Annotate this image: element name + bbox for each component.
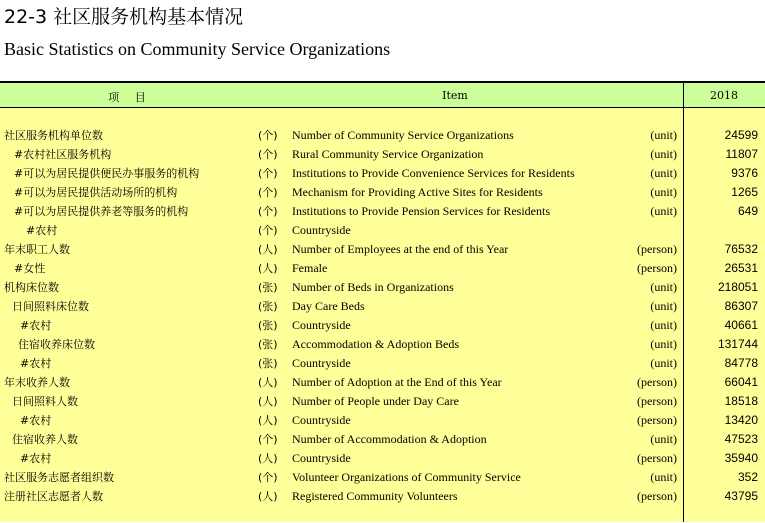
table-row (0, 373, 765, 392)
row-unit-chinese: (人) (258, 395, 278, 408)
table-row (0, 278, 765, 297)
row-label-english: Number of Accommodation & Adoption (292, 432, 487, 446)
row-unit-chinese: (个) (258, 186, 278, 199)
row-unit-chinese: (个) (258, 129, 278, 142)
row-unit-english: (person) (637, 394, 677, 408)
row-label-english: Female (292, 261, 328, 275)
row-value-2018: 84778 (724, 356, 758, 370)
row-unit-english: (unit) (650, 166, 677, 180)
row-unit-english: (unit) (650, 356, 677, 370)
page-title-chinese: 22-3 社区服务机构基本情况 (4, 6, 244, 28)
row-label-english: Institutions to Provide Convenience Services for Residents (292, 166, 575, 180)
table-row (0, 354, 765, 373)
row-label-english: Countryside (292, 318, 351, 332)
row-label-english: Accommodation & Adoption Beds (292, 337, 459, 351)
row-value-2018: 11807 (725, 147, 758, 161)
row-unit-english: (person) (637, 261, 677, 275)
row-label-chinese: #农村 (20, 319, 52, 332)
table-row (0, 164, 765, 183)
table-row (0, 316, 765, 335)
table-row (0, 259, 765, 278)
table-row (0, 449, 765, 468)
table-row (0, 487, 765, 506)
row-unit-chinese: (人) (258, 490, 278, 503)
row-unit-chinese: (人) (258, 262, 278, 275)
row-value-2018: 131744 (717, 337, 758, 351)
row-unit-english: (unit) (650, 432, 677, 446)
row-value-2018: 24599 (724, 128, 758, 142)
row-unit-english: (unit) (650, 185, 677, 199)
row-unit-english: (unit) (650, 299, 677, 313)
row-unit-chinese: (张) (258, 300, 278, 313)
row-value-2018: 86307 (724, 299, 758, 313)
table-row (0, 335, 765, 354)
row-label-chinese: #农村 (20, 414, 52, 427)
row-value-2018: 26531 (724, 261, 758, 275)
row-unit-chinese: (人) (258, 243, 278, 256)
row-unit-english: (unit) (650, 337, 677, 351)
table-row (0, 221, 765, 240)
row-label-english: Rural Community Service Organization (292, 147, 484, 161)
row-label-chinese: 社区服务志愿者组织数 (4, 471, 114, 484)
table-row (0, 126, 765, 145)
row-unit-chinese: (张) (258, 338, 278, 351)
row-unit-english: (person) (637, 489, 677, 503)
row-unit-chinese: (人) (258, 452, 278, 465)
row-unit-english: (person) (637, 451, 677, 465)
row-label-chinese: 社区服务机构单位数 (4, 129, 103, 142)
row-value-2018: 76532 (724, 242, 758, 256)
row-value-2018: 218051 (717, 280, 758, 294)
row-unit-chinese: (个) (258, 224, 278, 237)
row-label-chinese: #可以为居民提供活动场所的机构 (14, 186, 178, 199)
row-label-english: Institutions to Provide Pension Services for Residents (292, 204, 550, 218)
row-label-chinese: #女性 (14, 262, 46, 275)
table-row (0, 183, 765, 202)
row-label-chinese: 注册社区志愿者人数 (4, 490, 103, 503)
row-label-chinese: 日间照料床位数 (12, 300, 89, 313)
row-label-chinese: 住宿收养人数 (12, 433, 78, 446)
row-value-2018: 649 (737, 204, 758, 218)
row-label-english: Registered Community Volunteers (292, 489, 458, 503)
table-header (0, 83, 765, 108)
row-label-english: Volunteer Organizations of Community Service (292, 470, 521, 484)
row-label-english: Mechanism for Providing Active Sites for Residents (292, 185, 543, 199)
table-row (0, 468, 765, 487)
row-value-2018: 18518 (724, 394, 758, 408)
row-label-chinese: 住宿收养床位数 (18, 338, 95, 351)
row-label-english: Number of Beds in Organizations (292, 280, 454, 294)
row-unit-chinese: (个) (258, 433, 278, 446)
row-unit-english: (unit) (650, 204, 677, 218)
title-block (4, 4, 390, 62)
row-unit-english: (person) (637, 375, 677, 389)
row-label-chinese: #可以为居民提供便民办事服务的机构 (14, 167, 200, 180)
row-label-chinese: #农村 (20, 452, 52, 465)
row-label-chinese: 日间照料人数 (12, 395, 78, 408)
table-body (0, 126, 765, 506)
table-row (0, 411, 765, 430)
row-label-chinese: 年末职工人数 (4, 243, 70, 256)
row-value-2018: 43795 (724, 489, 758, 503)
row-label-english: Number of People under Day Care (292, 394, 459, 408)
row-unit-english: (person) (637, 413, 677, 427)
row-value-2018: 9376 (731, 166, 758, 180)
row-value-2018: 40661 (724, 318, 758, 332)
row-value-2018: 66041 (724, 375, 758, 389)
row-unit-chinese: (个) (258, 148, 278, 161)
row-label-english: Countryside (292, 413, 351, 427)
page-title-english: Basic Statistics on Community Service Organizations (4, 39, 391, 59)
row-unit-chinese: (张) (258, 319, 278, 332)
row-unit-english: (unit) (650, 147, 677, 161)
row-label-english: Number of Employees at the end of this Year (292, 242, 509, 256)
row-label-english: Countryside (292, 356, 351, 370)
row-value-2018: 47523 (724, 432, 758, 446)
row-value-2018: 35940 (724, 451, 758, 465)
header-item-english: Item (442, 89, 468, 102)
table-row (0, 430, 765, 449)
header-item-chinese: 项 目 (108, 91, 152, 104)
row-label-chinese: 年末收养人数 (4, 376, 70, 389)
row-label-chinese: #农村社区服务机构 (14, 148, 112, 161)
row-unit-chinese: (人) (258, 414, 278, 427)
row-value-2018: 1265 (731, 185, 758, 199)
statistics-table (0, 81, 765, 522)
row-unit-chinese: (个) (258, 167, 278, 180)
row-unit-english: (unit) (650, 318, 677, 332)
row-unit-english: (unit) (650, 470, 677, 484)
row-value-2018: 352 (737, 470, 758, 484)
table-row (0, 392, 765, 411)
row-unit-chinese: (人) (258, 376, 278, 389)
row-unit-english: (unit) (650, 128, 677, 142)
row-label-chinese: 机构床位数 (4, 281, 59, 294)
row-value-2018: 13420 (724, 413, 758, 427)
row-label-english: Day Care Beds (292, 299, 365, 313)
table-row (0, 240, 765, 259)
table-row (0, 145, 765, 164)
row-unit-chinese: (张) (258, 281, 278, 294)
table-row (0, 297, 765, 316)
row-label-english: Number of Community Service Organizations (292, 128, 514, 142)
row-label-chinese: #农村 (26, 224, 58, 237)
row-unit-chinese: (个) (258, 471, 278, 484)
row-unit-chinese: (张) (258, 357, 278, 370)
row-label-english: Countryside (292, 223, 351, 237)
row-unit-english: (unit) (650, 280, 677, 294)
row-unit-english: (person) (637, 242, 677, 256)
row-label-english: Number of Adoption at the End of this Year (292, 375, 502, 389)
row-label-english: Countryside (292, 451, 351, 465)
row-unit-chinese: (个) (258, 205, 278, 218)
table-row (0, 202, 765, 221)
header-year: 2018 (710, 89, 738, 102)
row-label-chinese: #可以为居民提供养老等服务的机构 (14, 205, 189, 218)
row-label-chinese: #农村 (20, 357, 52, 370)
